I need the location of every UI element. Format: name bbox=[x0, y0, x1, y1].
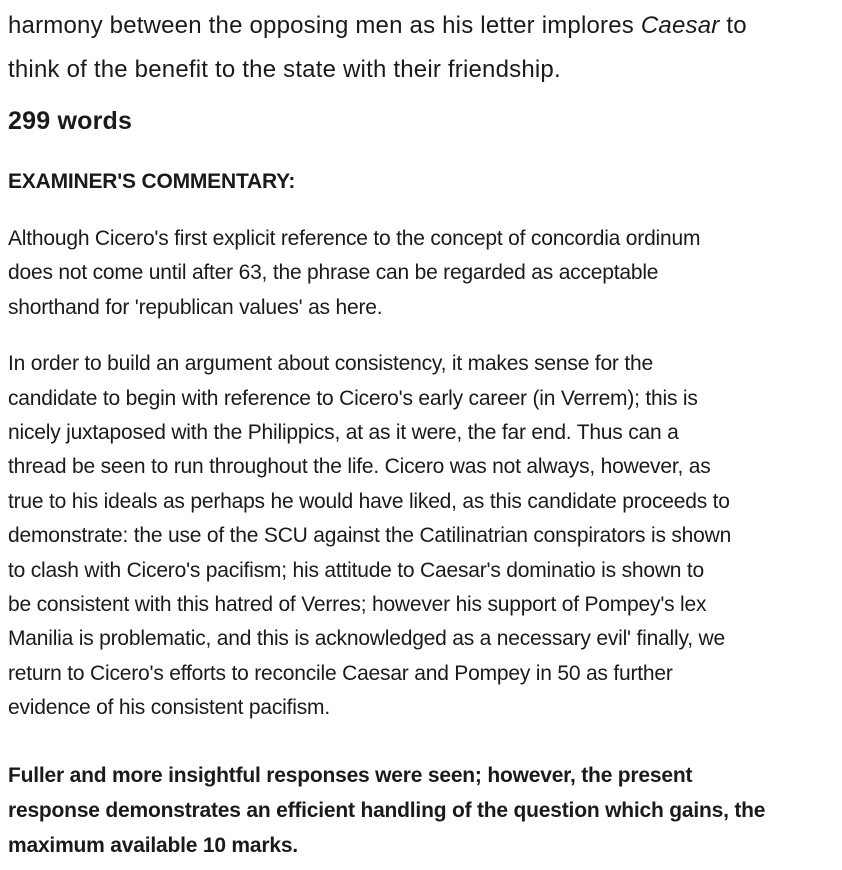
text-line: Manilia is problematic, and this is acknowledged as a necessary evil' finally, we bbox=[8, 627, 725, 651]
text-line: be consistent with this hatred of Verres; however his support of Pompey's lex bbox=[8, 593, 707, 617]
essay-line-2: think of the benefit to the state with their friendship. bbox=[8, 56, 561, 83]
text-line: return to Cicero's efforts to reconcile Caesar and Pompey in 50 as further bbox=[8, 661, 673, 685]
word-count: 299 words bbox=[8, 107, 133, 135]
text-line: does not come until after 63, the phrase can be regarded as acceptable bbox=[8, 261, 659, 285]
commentary-verdict bbox=[8, 758, 834, 863]
text-line: true to his ideals as perhaps he would have liked, as this candidate proceeds to bbox=[8, 489, 730, 513]
text-line: shorthand for 'republican values' as here. bbox=[8, 295, 383, 319]
essay-text-italic-caesar: Caesar bbox=[640, 12, 720, 39]
student-essay-excerpt bbox=[8, 4, 834, 92]
text-line: demonstrate: the use of the SCU against the Catilinatrian conspirators is shown bbox=[8, 524, 732, 548]
text-line: nicely juxtaposed with the Philippics, at as it were, the far end. Thus can a bbox=[8, 421, 679, 445]
text-line: In order to build an argument about consistency, it makes sense for the bbox=[8, 352, 653, 376]
essay-text-after: to bbox=[719, 12, 747, 39]
text-line: Fuller and more insightful responses were seen; however, the present bbox=[8, 763, 693, 787]
commentary-paragraph-1 bbox=[8, 222, 834, 325]
text-line: evidence of his consistent pacifism. bbox=[8, 696, 330, 720]
essay-text-before: harmony between the opposing men as his letter implores bbox=[8, 12, 641, 39]
text-line: candidate to begin with reference to Cicero's early career (in Verrem); this is bbox=[8, 386, 698, 410]
text-line: maximum available 10 marks. bbox=[8, 833, 298, 857]
essay-line-1 bbox=[8, 4, 834, 48]
text-line: to clash with Cicero's pacifism; his attitude to Caesar's dominatio is shown to bbox=[8, 558, 705, 582]
commentary-paragraph-2 bbox=[8, 347, 834, 725]
text-line: thread be seen to run throughout the life. Cicero was not always, however, as bbox=[8, 455, 711, 479]
commentary-heading: EXAMINER'S COMMENTARY: bbox=[8, 170, 296, 193]
text-line: response demonstrates an efficient handling of the question which gains, the bbox=[8, 798, 766, 822]
text-line: Although Cicero's first explicit reference to the concept of concordia ordinum bbox=[8, 227, 701, 250]
